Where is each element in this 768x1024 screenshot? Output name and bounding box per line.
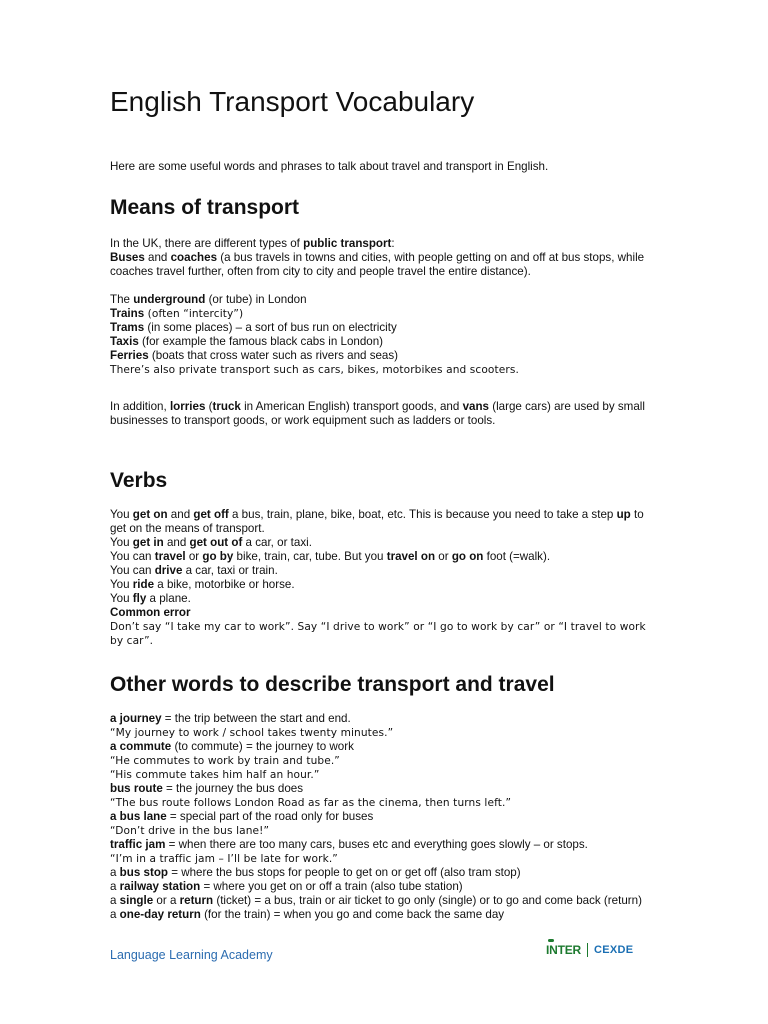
means-ferries-line: Ferries (boats that cross water such as rivers and seas): [110, 349, 399, 362]
verbs-drive-line: You can drive a car, taxi or train.: [110, 564, 278, 577]
logo-inter-text: INTER: [546, 943, 582, 957]
other-traffic-jam-example: “I’m in a traffic jam – I’ll be late for work.”: [110, 853, 338, 865]
heading-means-of-transport: Means of transport: [110, 196, 300, 219]
means-trams-line: Trams (in some places) – a sort of bus run on electricity: [110, 321, 397, 334]
other-commute-line: a commute (to commute) = the journey to work: [110, 740, 354, 753]
means-section: [110, 237, 660, 377]
other-commute-example-1: “He commutes to work by train and tube.”: [110, 755, 340, 767]
intro-paragraph: Here are some useful words and phrases to talk about travel and transport in English.: [110, 160, 549, 173]
verbs-common-error-label: Common error: [110, 606, 191, 619]
means-buses-coaches-line: Buses and coaches (a bus travels in towns and cities, with people getting on and off at bus stops, while coaches travel further, often from city to city and people travel the entire distance).: [110, 251, 645, 278]
other-bus-route-line: bus route = the journey the bus does: [110, 782, 304, 795]
heading-other-words: Other words to describe transport and travel: [110, 673, 555, 696]
footer-academy-name: Language Learning Academy: [110, 948, 273, 962]
means-trains-line: Trains (often “intercity”): [110, 307, 244, 320]
means-public-transport-line: In the UK, there are different types of public transport:: [110, 237, 395, 250]
other-section: [110, 712, 660, 922]
other-bus-lane-example: “Don’t drive in the bus lane!”: [110, 825, 270, 837]
other-railway-station-line: a railway station = where you get on or off a train (also tube station): [110, 880, 463, 893]
means-taxis-line: Taxis (for example the famous black cabs in London): [110, 335, 384, 348]
verbs-common-error-text: Don’t say “I take my car to work”. Say “I drive to work” or “I go to work by car” or “I travel to work by car”.: [110, 621, 646, 647]
verbs-travel-line: You can travel or go by bike, train, car, tube. But you travel on or go on foot (=walk).: [110, 550, 551, 563]
other-bus-route-example: “The bus route follows London Road as far as the cinema, then turns left.”: [110, 797, 512, 809]
verbs-get-on-line: You get on and get off a bus, train, plane, bike, boat, etc. This is because you need to take a step up to get on the means of transport.: [110, 508, 644, 535]
means-private-transport-line: There’s also private transport such as cars, bikes, motorbikes and scooters.: [110, 364, 519, 376]
logo-divider: [587, 943, 588, 957]
heading-verbs: Verbs: [110, 469, 168, 492]
verbs-section: [110, 508, 660, 648]
other-journey-line: a journey = the trip between the start and end.: [110, 712, 351, 725]
verbs-get-in-line: You get in and get out of a car, or taxi.: [110, 536, 312, 549]
means-underground-line: The underground (or tube) in London: [110, 293, 307, 306]
other-single-return-line: a single or a return (ticket) = a bus, train or air ticket to go only (single) or to go and come back (return): [110, 894, 642, 907]
other-bus-lane-line: a bus lane = special part of the road only for buses: [110, 810, 374, 823]
other-bus-stop-line: a bus stop = where the bus stops for people to get on or get off (also tram stop): [110, 866, 521, 879]
other-traffic-jam-line: traffic jam = when there are too many cars, buses etc and everything goes slowly – or stops.: [110, 838, 588, 851]
other-one-day-return-line: a one-day return (for the train) = when you go and come back the same day: [110, 908, 505, 921]
inter-cexde-logo: [546, 940, 633, 960]
page-title: English Transport Vocabulary: [110, 86, 475, 117]
logo-cexde-text: CEXDE: [594, 944, 634, 956]
other-commute-example-2: “His commute takes him half an hour.”: [110, 769, 320, 781]
verbs-ride-line: You ride a bike, motorbike or horse.: [110, 578, 295, 591]
means-lorries-paragraph: In addition, lorries (truck in American English) transport goods, and vans (large cars) are used by small businesses to transport goods, or work equipment such as ladders or tools.: [110, 400, 645, 427]
verbs-fly-line: You fly a plane.: [110, 592, 191, 605]
other-journey-example: “My journey to work / school takes twenty minutes.”: [110, 727, 394, 739]
